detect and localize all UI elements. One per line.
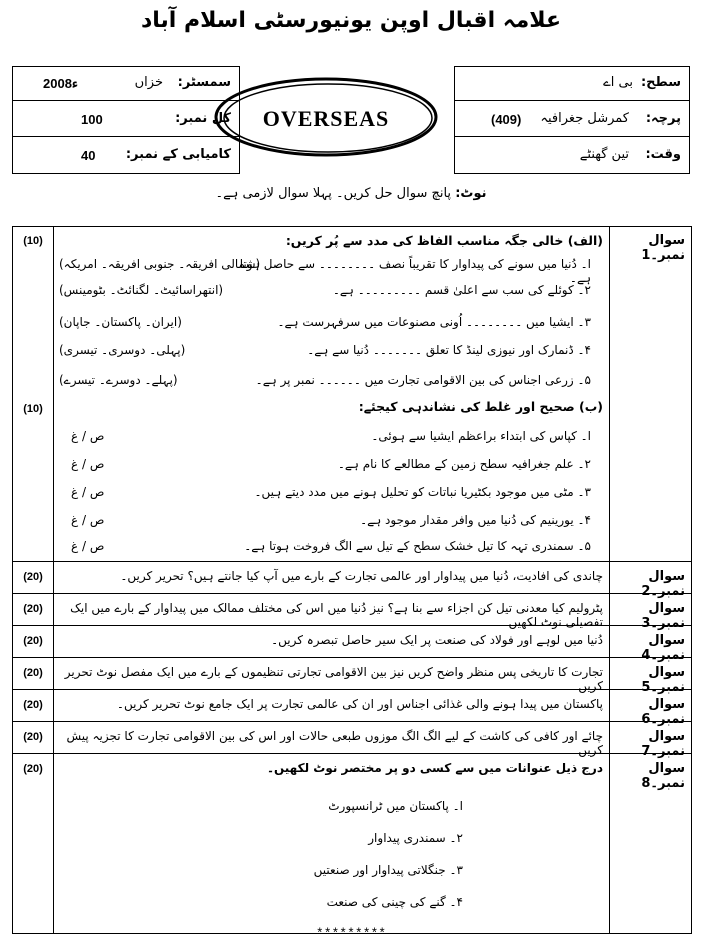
- exam-year: 2008ء: [43, 76, 79, 91]
- question-8-marks: (20): [23, 763, 43, 775]
- question-6-label: سوال نمبر۔6: [641, 697, 685, 727]
- question-1b-item: ۲۔ علم جغرافیہ سطح زمین کے مطالعے کا نام ہے۔: [337, 457, 591, 471]
- note-text: پانچ سوال حل کریں۔ پہلا سوال لازمی ہے۔: [215, 186, 452, 201]
- stamp-oval-icon: [210, 72, 442, 162]
- level-label: سطح:: [640, 75, 681, 90]
- question-1a-item: ۴۔ ڈنمارک اور نیوزی لینڈ کا تعلق ۔۔۔۔۔۔۔ دُنیا سے ہے۔: [307, 343, 591, 357]
- question-8-topic: ا۔ پاکستان میں ٹرانسپورٹ: [328, 799, 463, 813]
- question-1b-item: ۳۔ مٹی میں موجود بکٹیریا نباتات کو تحلیل ہونے میں مدد دیتے ہیں۔: [254, 485, 591, 499]
- pass-marks-value: 40: [81, 148, 96, 163]
- question-7-label: سوال نمبر۔7: [641, 729, 685, 759]
- question-1b-item: ۴۔ یورینیم کی دُنیا میں وافر مقدار موجود ہے۔: [360, 513, 591, 527]
- question-8-topic: ۲۔ سمندری پیداوار: [368, 831, 463, 845]
- question-4-label: سوال نمبر۔4: [641, 633, 685, 663]
- question-1a-heading: (الف) خالی جگہ مناسب الفاظ کی مدد سے پُر کریں:: [285, 233, 603, 248]
- question-table: [12, 226, 692, 934]
- true-false-marker: ص / غ: [71, 457, 105, 471]
- level-value: بی اے: [603, 75, 633, 90]
- question-1b-heading: (ب) صحیح اور غلط کی نشاندہی کیجئے:: [358, 399, 603, 414]
- question-1b-item: ۵۔ سمندری تہہ کا تیل خشک سطح کے تیل سے الگ فروخت ہوتا ہے۔: [244, 539, 591, 553]
- question-3-text: پٹرولیم کیا معدنی تیل کن اجزاء سے بنا ہے؟ نیز دُنیا میں اس کی مختلف ممالک میں پیداوار کے بارے میں ایک تفصیلی نوٹ لکھیں۔: [70, 601, 603, 629]
- exam-info-box: [12, 66, 240, 174]
- question-3-label: سوال نمبر۔3: [641, 601, 685, 631]
- paper-code: (409): [491, 112, 522, 127]
- question-5-label: سوال نمبر۔5: [641, 665, 685, 695]
- question-4-text: دُنیا میں لوہے اور فولاد کی صنعت پر ایک سیر حاصل تبصرہ کریں۔: [271, 633, 603, 647]
- question-6-text: پاکستان میں پیدا ہونے والی غذائی اجناس اور ان کی عالمی تجارت پر ایک جامع نوٹ تحریر کریں۔: [116, 697, 603, 711]
- time-label: وقت:: [645, 147, 681, 162]
- question-1a-item: ۳۔ ایشیا میں ۔۔۔۔۔۔۔۔ اُونی مصنوعات میں سرفہرست ہے۔: [277, 315, 591, 329]
- question-8-label: سوال نمبر۔8: [641, 761, 685, 791]
- question-8-topic: ۴۔ گنے کی چینی کی صنعت: [326, 895, 463, 909]
- question-3-marks: (20): [23, 603, 43, 615]
- true-false-marker: ص / غ: [71, 539, 105, 553]
- true-false-marker: ص / غ: [71, 513, 105, 527]
- question-1a-item: ۵۔ زرعی اجناس کی بین الاقوامی تجارت میں ۔۔۔۔۔۔ نمبر پر ہے۔: [255, 373, 591, 387]
- question-1b-item: ا۔ کپاس کی ابتداء براعظم ایشیا سے ہوئی۔: [371, 429, 591, 443]
- question-1a-options: (ایران۔ پاکستان۔ جاپان): [59, 315, 182, 329]
- question-7-marks: (20): [23, 731, 43, 743]
- question-1a-options: (پہلی۔ دوسری۔ تیسری): [59, 343, 186, 357]
- question-8-topic: ۳۔ جنگلاتی پیداوار اور صنعتیں: [313, 863, 463, 877]
- total-marks-value: 100: [81, 112, 103, 127]
- stamp-text: OVERSEAS: [262, 106, 390, 131]
- semester-label: سمسٹر:: [177, 75, 231, 90]
- total-marks-label: کل نمبر:: [175, 111, 231, 126]
- true-false-marker: ص / غ: [71, 429, 105, 443]
- question-2-marks: (20): [23, 571, 43, 583]
- note-label: نوٹ:: [455, 186, 487, 201]
- university-title: علامہ اقبال اوپن یونیورسٹی اسلام آباد: [140, 8, 562, 33]
- instructions-note: [0, 186, 702, 201]
- question-1a-item: ا۔ دُنیا میں سونے کی پیداوار کا تقریباً نصف ۔۔۔۔۔۔۔۔ سے حاصل ہوتا ہے۔: [239, 257, 591, 285]
- paper-value: کمرشل جغرافیہ: [540, 111, 629, 126]
- question-1a-marks: (10): [23, 235, 43, 247]
- question-5-marks: (20): [23, 667, 43, 679]
- footer-stars: *********: [315, 926, 387, 941]
- question-2-text: چاندی کی افادیت، دُنیا میں پیداوار اور عالمی تجارت کے بارے میں آپ کیا جانتے ہیں؟ تحریر کریں۔: [120, 569, 603, 583]
- question-1-label: سوال نمبر۔1: [641, 233, 685, 263]
- question-1a-options: (انتھراسائیٹ۔ لگنائٹ۔ بٹومینس): [59, 283, 224, 297]
- question-5-text: تجارت کا تاریخی پس منظر واضح کریں نیز بین الاقوامی تجارتی تنظیموں کے بارے میں ایک مفصل نوٹ تحریر کریں۔: [64, 665, 603, 693]
- question-2-label: سوال نمبر۔2: [641, 569, 685, 599]
- question-1a-item: ۲۔ کوئلے کی سب سے اعلیٰ قسم ۔۔۔۔۔۔۔۔۔ ہے۔: [332, 283, 591, 297]
- question-7-text: چائے اور کافی کی کاشت کے لیے الگ الگ موزوں طبعی حالات اور اس کی بین الاقوامی تجارت کا تجزیہ پیش کریں۔: [66, 729, 603, 757]
- course-info-box: [454, 66, 690, 174]
- true-false-marker: ص / غ: [71, 485, 105, 499]
- question-6-marks: (20): [23, 699, 43, 711]
- semester-value: خزاں: [134, 75, 163, 90]
- question-1a-options: (پہلے۔ دوسرے۔ تیسرے): [59, 373, 178, 387]
- paper-label: پرچہ:: [645, 111, 681, 126]
- pass-marks-label: کامیابی کے نمبر:: [125, 147, 231, 162]
- time-value: تین گھنٹے: [579, 147, 629, 162]
- question-1b-marks: (10): [23, 403, 43, 415]
- question-4-marks: (20): [23, 635, 43, 647]
- question-8-text: درج ذیل عنوانات میں سے کسی دو پر مختصر نوٹ لکھیں۔: [266, 761, 603, 775]
- question-1a-options: (شمالی افریقہ۔ جنوبی افریقہ۔ امریکہ): [59, 257, 261, 271]
- overseas-stamp: [210, 72, 442, 162]
